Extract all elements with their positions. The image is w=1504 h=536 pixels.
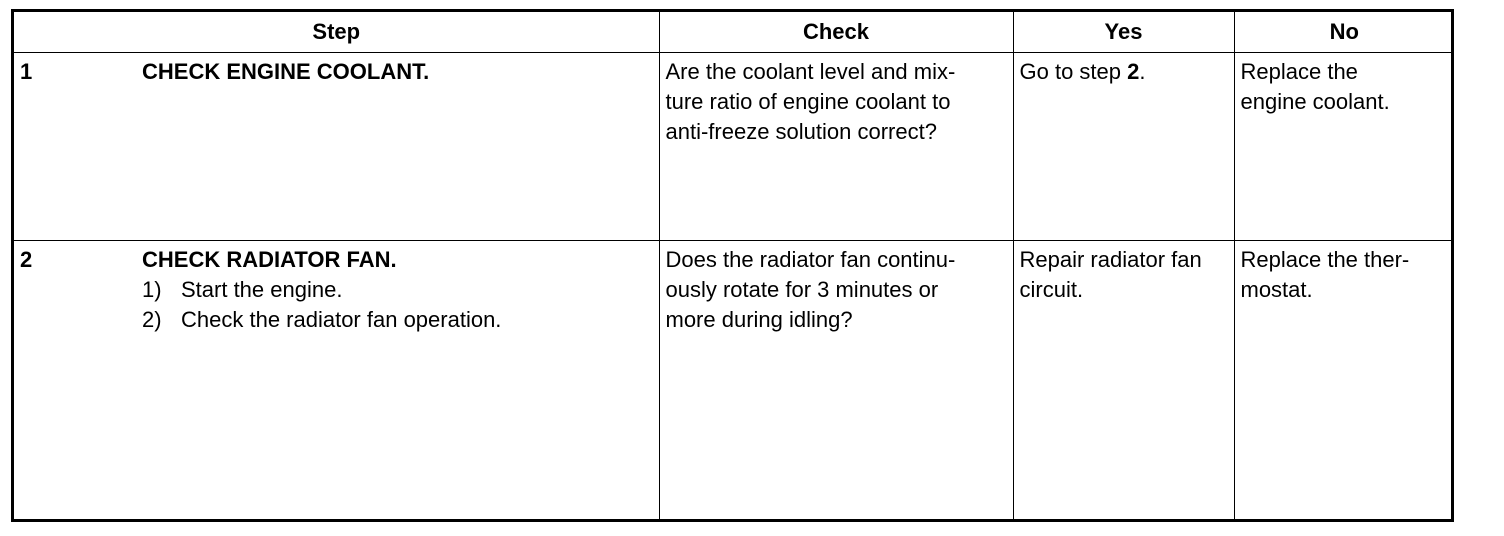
substep-number: 2) (142, 307, 162, 332)
no-cell (1234, 241, 1454, 520)
yes-text-line: Repair radiator fan (1019, 247, 1202, 272)
check-text-line: more during idling? (665, 307, 853, 332)
step-reference: 2 (1127, 59, 1140, 84)
substep (142, 305, 653, 335)
table-row (14, 241, 1454, 520)
header-yes: Yes (1013, 12, 1234, 53)
substep (142, 275, 653, 305)
check-text-line: ture ratio of engine coolant to (665, 89, 951, 114)
no-text-line: mostat. (1240, 277, 1313, 302)
step-number: 1 (20, 59, 33, 84)
header-step: Step (14, 12, 659, 53)
no-text-line: engine coolant. (1240, 89, 1390, 114)
step-title: CHECK RADIATOR FAN. (142, 247, 397, 272)
yes-cell (1013, 53, 1234, 241)
substep-text: Start the engine. (181, 277, 343, 302)
step-title: CHECK ENGINE COOLANT. (142, 59, 430, 84)
no-cell (1234, 53, 1454, 241)
check-cell (659, 241, 1013, 520)
diagnostic-table (14, 12, 1454, 519)
yes-text-line: circuit. (1019, 277, 1084, 302)
header-check: Check (659, 12, 1013, 53)
step-cell (14, 53, 659, 241)
step-number: 2 (20, 247, 33, 272)
check-text-line: Does the radiator fan continu- (665, 247, 956, 272)
diagnostic-table-frame (11, 9, 1454, 522)
check-text-line: Are the coolant level and mix- (665, 59, 956, 84)
table-row (14, 53, 1454, 241)
substep-number: 1) (142, 277, 162, 302)
check-text-line: anti-freeze solution correct? (665, 119, 937, 144)
substep-text: Check the radiator fan operation. (181, 307, 502, 332)
check-text-line: ously rotate for 3 minutes or (665, 277, 939, 302)
yes-text-suffix: . (1139, 59, 1146, 84)
no-text-line: Replace the (1240, 59, 1358, 84)
no-text-line: Replace the ther- (1240, 247, 1410, 272)
header-row (14, 12, 1454, 53)
header-no: No (1234, 12, 1454, 53)
check-cell (659, 53, 1013, 241)
step-cell (14, 241, 659, 520)
yes-cell (1013, 241, 1234, 520)
yes-text-prefix: Go to step (1019, 59, 1128, 84)
